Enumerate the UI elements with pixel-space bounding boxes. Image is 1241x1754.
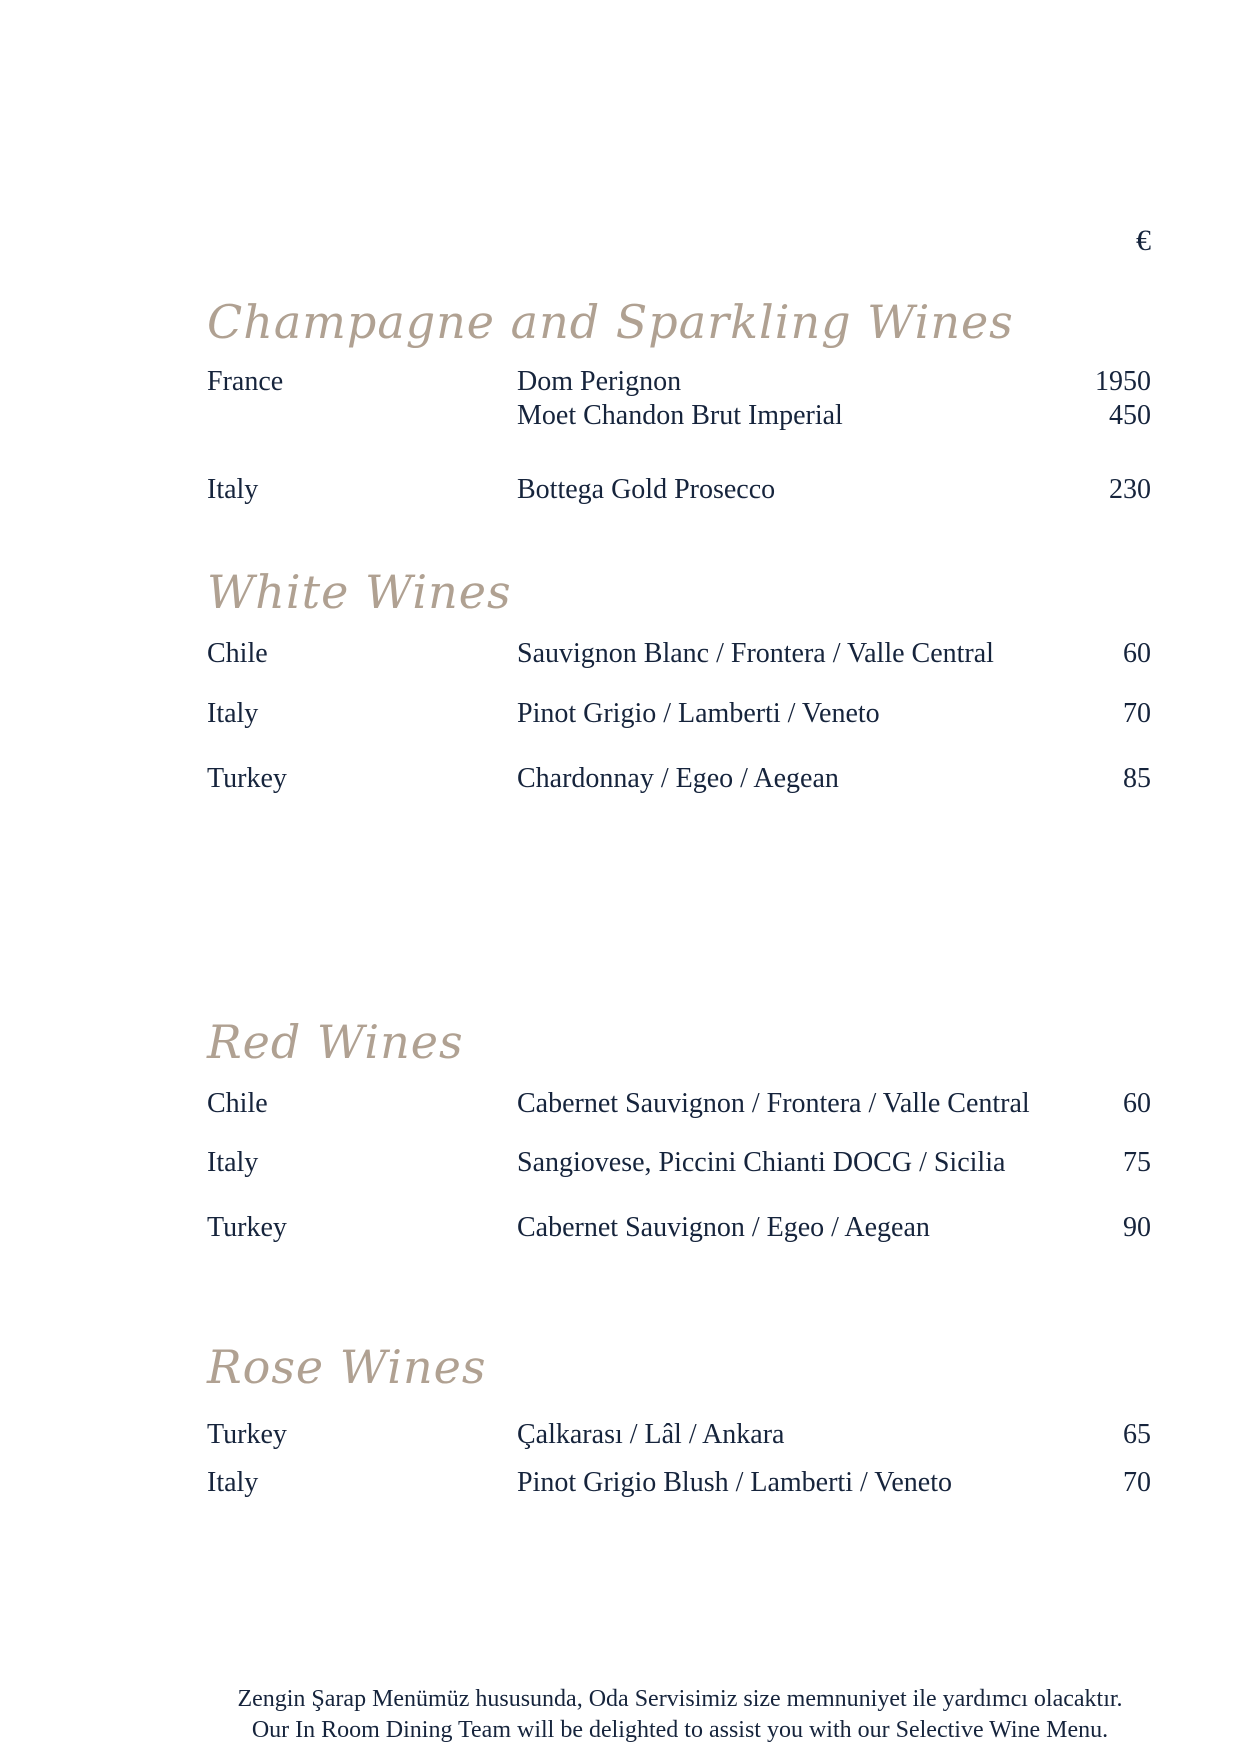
- wine-names: [517, 697, 1041, 731]
- country-label: Italy: [207, 1146, 259, 1178]
- wine-names: [517, 1466, 1041, 1500]
- wine-names: [517, 637, 1041, 671]
- country-label: Turkey: [207, 1418, 287, 1450]
- wine-names: [517, 1211, 1041, 1245]
- wine-price: 60: [1123, 1087, 1151, 1119]
- menu-entry: [207, 697, 1151, 731]
- wine-price: 70: [1123, 1466, 1151, 1498]
- wine-price: 1950: [1095, 365, 1151, 397]
- country-label: Italy: [207, 473, 259, 505]
- wine-price: 90: [1123, 1211, 1151, 1243]
- country-label: Chile: [207, 637, 268, 669]
- footer-note-english: Our In Room Dining Team will be delighted to assist you with our Selective Wine Menu.: [251, 1717, 1109, 1743]
- wine-price: 65: [1123, 1418, 1151, 1450]
- wine-price: 70: [1123, 697, 1151, 729]
- wine-prices: [1041, 1146, 1151, 1180]
- wine-name: Bottega Gold Prosecco: [517, 473, 776, 505]
- wine-prices: [1041, 1211, 1151, 1245]
- menu-entry: [207, 1087, 1151, 1121]
- footer-note-turkish: Zengin Şarap Menümüz hususunda, Oda Servisimiz size memnuniyet ile yardımcı olacaktır.: [237, 1686, 1123, 1712]
- section-title: Rose Wines: [207, 1340, 487, 1394]
- country-label: Chile: [207, 1087, 268, 1119]
- wine-name: Pinot Grigio / Lamberti / Veneto: [517, 697, 880, 729]
- wine-prices: [1041, 1087, 1151, 1121]
- wine-name: Çalkarası / Lâl / Ankara: [517, 1418, 785, 1450]
- country-label: France: [207, 365, 284, 397]
- wine-name: Cabernet Sauvignon / Egeo / Aegean: [517, 1211, 930, 1243]
- wine-prices: [1041, 697, 1151, 731]
- wine-price: 60: [1123, 637, 1151, 669]
- wine-names: [517, 365, 1041, 433]
- wine-prices: [1041, 762, 1151, 796]
- wine-price: 75: [1123, 1146, 1151, 1178]
- menu-entry: [207, 365, 1151, 433]
- wine-names: [517, 1418, 1041, 1452]
- wine-prices: [1041, 1466, 1151, 1500]
- wine-price: 230: [1109, 473, 1151, 505]
- country-label: Turkey: [207, 762, 287, 794]
- wine-name: Moet Chandon Brut Imperial: [517, 399, 843, 431]
- wine-names: [517, 1146, 1041, 1180]
- menu-entry: [207, 762, 1151, 796]
- wine-name: Dom Perignon: [517, 365, 682, 397]
- footer-note: [160, 1684, 1200, 1746]
- wine-prices: [1041, 365, 1151, 433]
- section-white-wines: [207, 566, 1151, 796]
- section-rose-wines: [207, 1341, 1151, 1500]
- country-label: Italy: [207, 1466, 259, 1498]
- country-label: Italy: [207, 697, 259, 729]
- wine-name: Sangiovese, Piccini Chianti DOCG / Sicilia: [517, 1146, 1006, 1178]
- section-title: White Wines: [207, 565, 512, 619]
- wine-price: 450: [1109, 399, 1151, 431]
- menu-entry: [207, 1146, 1151, 1180]
- country-label: Turkey: [207, 1211, 287, 1243]
- currency-symbol: €: [1136, 224, 1151, 257]
- menu-entry: [207, 1418, 1151, 1452]
- wine-names: [517, 473, 1041, 507]
- wine-prices: [1041, 473, 1151, 507]
- section-red-wines: [207, 1016, 1151, 1245]
- wine-prices: [1041, 637, 1151, 671]
- wine-name: Cabernet Sauvignon / Frontera / Valle Central: [517, 1087, 1030, 1119]
- section-title: Champagne and Sparkling Wines: [207, 295, 1014, 349]
- wine-names: [517, 1087, 1041, 1121]
- menu-entry: [207, 637, 1151, 671]
- wine-name: Pinot Grigio Blush / Lamberti / Veneto: [517, 1466, 953, 1498]
- menu-entry: [207, 473, 1151, 507]
- wine-price: 85: [1123, 762, 1151, 794]
- menu-entry: [207, 1466, 1151, 1500]
- wine-names: [517, 762, 1041, 796]
- wine-name: Chardonnay / Egeo / Aegean: [517, 762, 839, 794]
- section-title: Red Wines: [207, 1015, 464, 1069]
- menu-entry: [207, 1211, 1151, 1245]
- wine-name: Sauvignon Blanc / Frontera / Valle Central: [517, 637, 994, 669]
- section-champagne-sparkling-wines: [207, 296, 1151, 507]
- wine-prices: [1041, 1418, 1151, 1452]
